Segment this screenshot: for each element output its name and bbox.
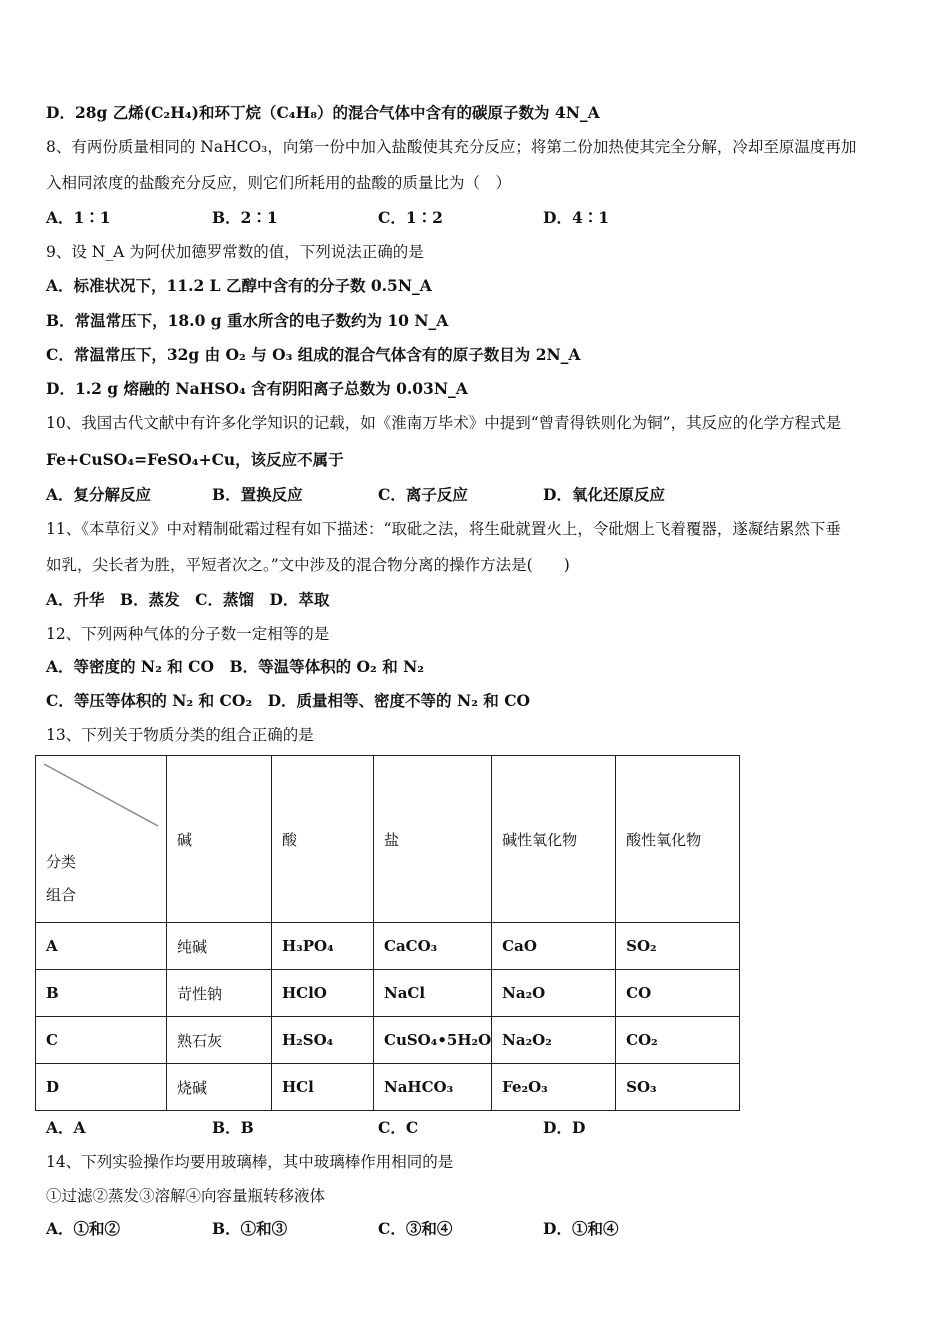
q13-option-d[interactable]: D．D: [543, 1118, 586, 1137]
cell-salt: CuSO₄•5H₂O: [374, 1017, 492, 1064]
cell-acidic-oxide: SO₃: [616, 1064, 740, 1111]
row-label: B: [36, 970, 167, 1017]
q10-option-c[interactable]: C．离子反应: [378, 485, 468, 504]
corner-label-category: 分类: [46, 853, 77, 871]
q14-items: ①过滤②蒸发③溶解④向容量瓶转移液体: [46, 1187, 326, 1205]
q8-option-a[interactable]: A．1∶1: [46, 208, 111, 227]
q7-option-d: D．28g 乙烯(C₂H₄)和环丁烷（C₄H₈）的混合气体中含有的碳原子数为 4N_A: [46, 103, 600, 122]
classification-table: [35, 755, 740, 1111]
q12-options-row1[interactable]: A．等密度的 N₂ 和 CO B．等温等体积的 O₂ 和 N₂: [46, 657, 425, 676]
q8-option-c[interactable]: C．1∶2: [378, 208, 443, 227]
cell-acidic-oxide: SO₂: [616, 923, 740, 970]
cell-acid: HClO: [272, 970, 374, 1017]
q11-stem-line1: 11、《本草衍义》中对精制砒霜过程有如下描述：“取砒之法，将生砒就置火上，令砒烟上飞着覆器，遂凝结累然下垂: [46, 520, 841, 538]
q14-option-c[interactable]: C．③和④: [378, 1219, 453, 1238]
cell-basic-oxide: Fe₂O₃: [492, 1064, 616, 1111]
q12-stem: 12、下列两种气体的分子数一定相等的是: [46, 625, 330, 643]
q9-option-d[interactable]: D．1.2 g 熔融的 NaHSO₄ 含有阴阳离子总数为 0.03N_A: [46, 379, 468, 398]
cell-salt: CaCO₃: [374, 923, 492, 970]
q13-stem: 13、下列关于物质分类的组合正确的是: [46, 726, 314, 744]
cell-base: 苛性钠: [167, 970, 272, 1017]
q14-option-d[interactable]: D．①和④: [543, 1219, 619, 1238]
cell-acid: HCl: [272, 1064, 374, 1111]
header-salt: 盐: [374, 756, 492, 923]
diagonal-line: [36, 756, 166, 836]
cell-acid: H₃PO₄: [272, 923, 374, 970]
header-basic-oxide: 碱性氧化物: [492, 756, 616, 923]
q8-option-b[interactable]: B．2∶1: [212, 208, 278, 227]
row-label: C: [36, 1017, 167, 1064]
table-row: [36, 1064, 740, 1111]
header-acidic-oxide: 酸性氧化物: [616, 756, 740, 923]
q10-stem-line2: Fe+CuSO₄=FeSO₄+Cu，该反应不属于: [46, 450, 344, 469]
table-header-row: [36, 756, 740, 923]
q10-option-a[interactable]: A．复分解反应: [46, 485, 152, 504]
q11-stem-line2: 如乳，尖长者为胜，平短者次之。”文中涉及的混合物分离的操作方法是( ): [46, 556, 570, 574]
q10-option-d[interactable]: D．氧化还原反应: [543, 485, 665, 504]
header-base: 碱: [167, 756, 272, 923]
q10-option-b[interactable]: B．置换反应: [212, 485, 303, 504]
q9-option-a[interactable]: A．标准状况下，11.2 L 乙醇中含有的分子数 0.5N_A: [46, 276, 432, 295]
q9-option-b[interactable]: B．常温常压下，18.0 g 重水所含的电子数约为 10 N_A: [46, 311, 449, 330]
q14-option-a[interactable]: A．①和②: [46, 1219, 121, 1238]
row-label: A: [36, 923, 167, 970]
cell-acidic-oxide: CO: [616, 970, 740, 1017]
q9-stem: 9、设 N_A 为阿伏加德罗常数的值，下列说法正确的是: [46, 243, 424, 261]
q14-stem: 14、下列实验操作均要用玻璃棒，其中玻璃棒作用相同的是: [46, 1153, 454, 1171]
q12-options-row2[interactable]: C．等压等体积的 N₂ 和 CO₂ D．质量相等、密度不等的 N₂ 和 CO: [46, 691, 531, 710]
q14-option-b[interactable]: B．①和③: [212, 1219, 288, 1238]
cell-salt: NaCl: [374, 970, 492, 1017]
header-acid: 酸: [272, 756, 374, 923]
corner-label-combination: 组合: [46, 886, 77, 904]
cell-basic-oxide: CaO: [492, 923, 616, 970]
q8-stem-line2: 入相同浓度的盐酸充分反应，则它们所耗用的盐酸的质量比为（ ）: [46, 174, 512, 192]
cell-salt: NaHCO₃: [374, 1064, 492, 1111]
q9-option-c[interactable]: C．常温常压下，32g 由 O₂ 与 O₃ 组成的混合气体含有的原子数目为 2N_A: [46, 345, 581, 364]
q13-option-a[interactable]: A．A: [46, 1118, 86, 1137]
q8-option-d[interactable]: D．4∶1: [543, 208, 610, 227]
cell-acidic-oxide: CO₂: [616, 1017, 740, 1064]
q10-stem-line1: 10、我国古代文献中有许多化学知识的记载，如《淮南万毕术》中提到“曾青得铁则化为铜”，其反应的化学方程式是: [46, 414, 842, 432]
table-corner-cell: [36, 756, 167, 923]
q13-option-b[interactable]: B．B: [212, 1118, 254, 1137]
q8-stem-line1: 8、有两份质量相同的 NaHCO₃，向第一份中加入盐酸使其充分反应；将第二份加热使其完全分解，冷却至原温度再加: [46, 138, 857, 156]
cell-acid: H₂SO₄: [272, 1017, 374, 1064]
cell-basic-oxide: Na₂O₂: [492, 1017, 616, 1064]
cell-base: 烧碱: [167, 1064, 272, 1111]
cell-basic-oxide: Na₂O: [492, 970, 616, 1017]
table-row: [36, 1017, 740, 1064]
cell-base: 熟石灰: [167, 1017, 272, 1064]
table-row: [36, 970, 740, 1017]
q13-option-c[interactable]: C．C: [378, 1118, 419, 1137]
q11-options[interactable]: A．升华 B．蒸发 C．蒸馏 D．萃取: [46, 590, 330, 609]
row-label: D: [36, 1064, 167, 1111]
table-row: [36, 923, 740, 970]
cell-base: 纯碱: [167, 923, 272, 970]
